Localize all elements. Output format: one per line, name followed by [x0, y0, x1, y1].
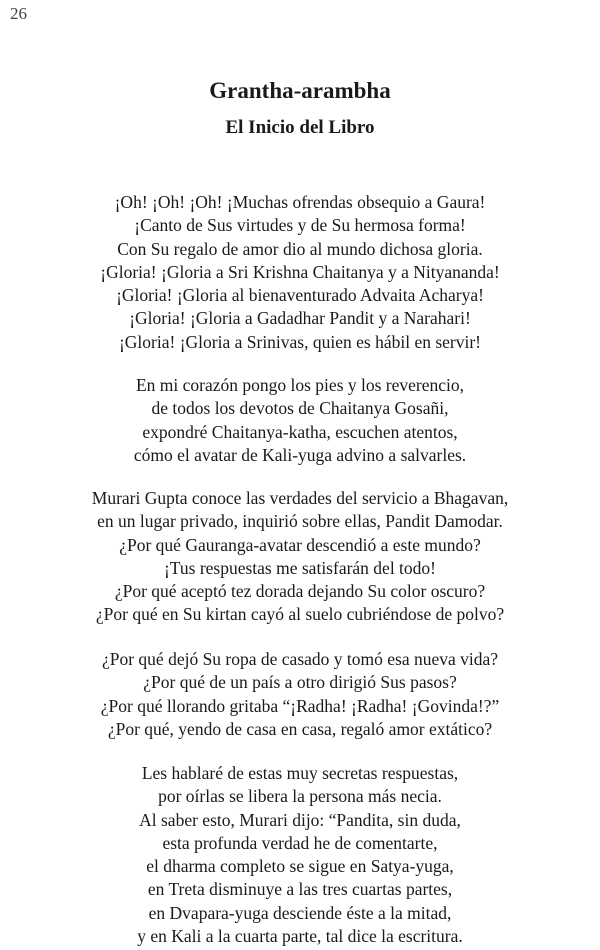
chapter-subtitle: El Inicio del Libro: [225, 117, 375, 138]
verse-line: de todos los devotos de Chaitanya Gosañi,: [151, 398, 449, 419]
verse-line: ¡Gloria! ¡Gloria a Srinivas, quien es hábil en servir!: [118, 331, 482, 352]
verse-line: ¡Gloria! ¡Gloria al bienaventurado Advaita Acharya!: [116, 285, 484, 306]
verse-line: en Treta disminuye a las tres cuartas partes,: [147, 879, 453, 900]
chapter-title: Grantha-arambha: [209, 78, 391, 103]
verse-line: ¿Por qué dejó Su ropa de casado y tomó esa nueva vida?: [101, 649, 499, 669]
verse-line: Murari Gupta conoce las verdades del servicio a Bhagavan,: [91, 488, 509, 508]
verse-line: ¡Oh! ¡Oh! ¡Oh! ¡Muchas ofrendas obsequio a Gaura!: [114, 192, 486, 212]
verse-line: Les hablaré de estas muy secretas respuestas,: [141, 763, 459, 783]
verse-line: en Dvapara-yuga desciende éste a la mitad,: [148, 902, 452, 923]
verse-line: ¿Por qué de un país a otro dirigió Sus pasos?: [143, 672, 457, 693]
verse-line: cómo el avatar de Kali-yuga advino a salvarles.: [133, 444, 467, 465]
stanza-1: [0, 191, 600, 354]
stanza-3: [0, 487, 600, 627]
verse-line: expondré Chaitanya-katha, escuchen atentos,: [142, 421, 458, 442]
stanza-2: [0, 374, 600, 467]
stanza-4: [0, 648, 600, 741]
verse-line: ¿Por qué en Su kirtan cayó al suelo cubriéndose de polvo?: [95, 604, 505, 625]
verse-line: por oírlas se libera la persona más necia.: [158, 786, 442, 807]
page-number: 26: [10, 4, 27, 23]
stanza-5: [0, 762, 600, 948]
verse-line: En mi corazón pongo los pies y los reverencio,: [135, 375, 465, 395]
verse-line: Con Su regalo de amor dio al mundo dichosa gloria.: [117, 238, 483, 259]
verse-line: esta profunda verdad he de comentarte,: [162, 832, 438, 853]
verse-line: ¡Gloria! ¡Gloria a Sri Krishna Chaitanya y a Nityananda!: [100, 261, 500, 282]
verse-line: en un lugar privado, inquirió sobre ellas, Pandit Damodar.: [97, 511, 503, 532]
verse-line: ¿Por qué Gauranga-avatar descendió a este mundo?: [119, 534, 481, 555]
verse-line: ¡Tus respuestas me satisfarán del todo!: [163, 557, 436, 578]
verse-line: el dharma completo se sigue en Satya-yuga,: [146, 856, 454, 877]
verse-line: ¡Canto de Sus virtudes y de Su hermosa forma!: [134, 215, 466, 236]
verse-line: ¿Por qué llorando gritaba “¡Radha! ¡Radha! ¡Govinda!?”: [100, 695, 500, 716]
verse-line: Al saber esto, Murari dijo: “Pandita, sin duda,: [139, 809, 461, 830]
verse-line: ¿Por qué, yendo de casa en casa, regaló amor extático?: [107, 718, 493, 739]
verse-line: ¿Por qué aceptó tez dorada dejando Su color oscuro?: [114, 581, 486, 602]
verse-line: ¡Gloria! ¡Gloria a Gadadhar Pandit y a Narahari!: [129, 308, 471, 329]
verse-line: y en Kali a la cuarta parte, tal dice la escritura.: [137, 926, 463, 947]
